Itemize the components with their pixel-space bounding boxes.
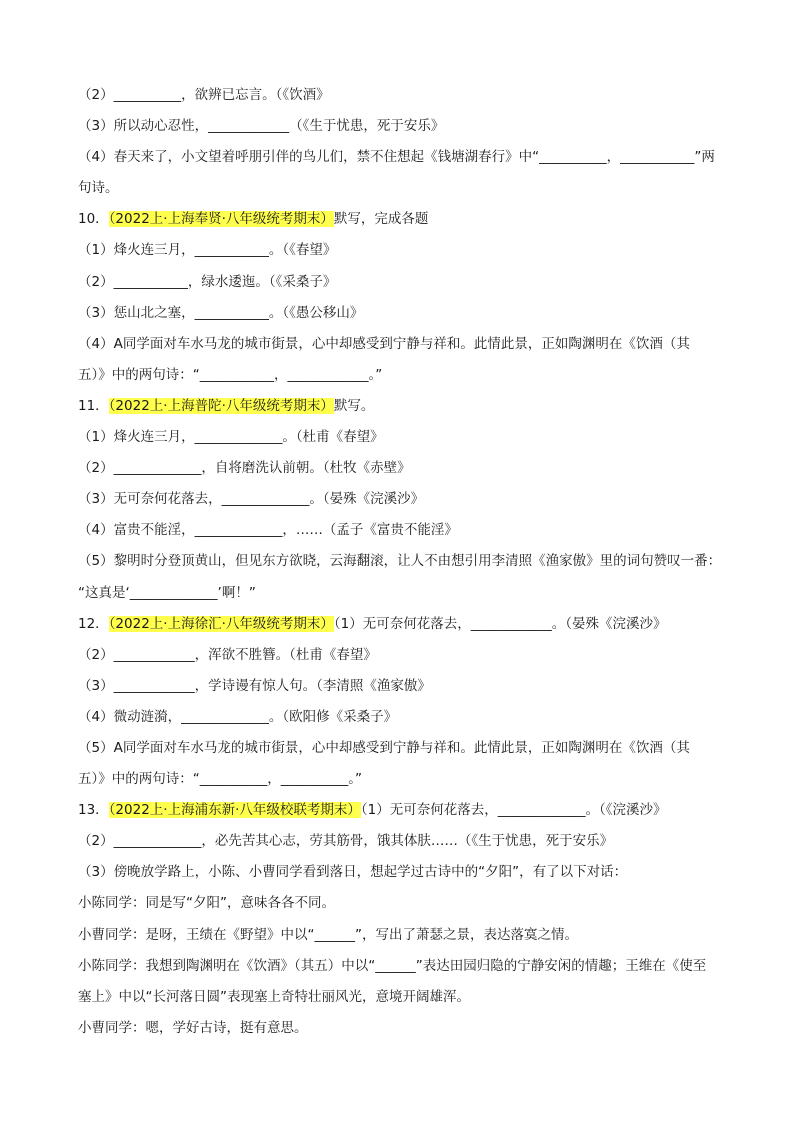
text-line	[78, 671, 718, 702]
text-line	[78, 298, 718, 329]
question-heading	[78, 795, 718, 826]
text-line	[78, 360, 718, 391]
line-text: （3）____________，学诗谩有惊人句。（李清照《渔家傲》	[78, 677, 431, 694]
line-text: （1）烽火连三月，_____________。（杜甫《春望》	[78, 429, 384, 446]
line-text: 小陈同学：同是写“夕阳”，意味各各不同。	[78, 895, 335, 912]
question-source-highlight: （2022上·上海徐汇·八年级统考期末）	[108, 615, 334, 632]
text-line	[78, 111, 718, 142]
text-line	[78, 142, 718, 173]
line-text: （4）A同学面对车水马龙的城市街景，心中却感受到宁静与祥和。此情此景，正如陶渊明在《饮酒（其	[78, 335, 690, 352]
text-line	[78, 764, 718, 795]
question-source-highlight: （2022上·上海奉贤·八年级统考期末）	[108, 211, 334, 228]
question-heading	[78, 391, 718, 422]
text-line	[78, 329, 718, 360]
line-text: （2）__________，欲辨已忘言。（《饮酒》	[78, 87, 330, 103]
question-source-highlight: （2022上·上海浦东新·八年级校联考期末）	[108, 802, 361, 819]
question-number: 10．	[78, 211, 109, 228]
text-line	[78, 951, 718, 982]
text-line	[78, 80, 718, 111]
line-text: （4）微动涟漪，_____________。（欧阳修《采桑子》	[78, 708, 398, 725]
question-heading	[78, 609, 718, 640]
line-text: 句诗。	[78, 180, 119, 197]
line-text: 小陈同学：我想到陶渊明在《饮酒》（其五）中以“______”表达田园归隐的宁静安闲的情趣；王维在《使至	[78, 957, 707, 974]
question-heading	[78, 204, 718, 235]
line-text: 默写。	[333, 397, 375, 414]
text-line	[78, 920, 718, 951]
line-text: （3）所以动心忍性，____________（《生于忧患，死于安乐》	[78, 118, 445, 135]
line-text: （1）烽火连三月，___________。（《春望》	[78, 242, 337, 259]
line-text: （1）无可奈何花落去，_____________。（《浣溪沙》	[360, 802, 667, 819]
text-line	[78, 733, 718, 764]
text-line	[78, 422, 718, 453]
question-source-highlight: （2022上·上海普陀·八年级统考期末）	[108, 397, 334, 414]
line-text: （2）_____________，必先苦其心志，劳其筋骨，饿其体肤……（《生于忧患，死于安乐》	[78, 833, 614, 850]
text-line	[78, 702, 718, 733]
question-text	[78, 80, 722, 1044]
line-text: 五）》中的两句诗：“___________，____________。”	[78, 366, 383, 383]
text-line	[78, 546, 722, 577]
line-text: 塞上》中以“长河落日圆”表现塞上奇特壮丽风光，意境开阔雄浑。	[78, 988, 470, 1005]
line-text: 默写，完成各题	[333, 211, 429, 228]
text-line	[78, 640, 718, 671]
line-text: （4）春天来了，小文望着呼朋引伴的鸟儿们，禁不住想起《钱塘湖春行》中“__________，___________”两	[78, 149, 715, 166]
line-text: （3）傍晚放学路上，小陈、小曹同学看到落日，想起学过古诗中的“夕阳”，有了以下对话：	[78, 864, 628, 881]
line-text: （3）无可奈何花落去，_____________。（晏殊《浣溪沙》	[78, 491, 425, 508]
text-line	[78, 1013, 718, 1044]
text-line	[78, 982, 718, 1013]
line-text: （4）富贵不能淫，_____________，……（孟子《富贵不能淫》	[78, 522, 458, 539]
line-text: 小曹同学：是呀，王绩在《野望》中以“______”，写出了萧瑟之景，表达落寞之情。	[78, 926, 578, 943]
line-text: （2）____________，浑欲不胜簪。（杜甫《春望》	[78, 646, 377, 663]
line-text: （3）惩山北之塞，___________。（《愚公移山》	[78, 304, 364, 321]
line-text: （2）_____________，自将磨洗认前朝。（杜牧《赤壁》	[78, 460, 411, 477]
line-text: （2）___________，绿水逶迤。（《采桑子》	[78, 273, 337, 290]
text-line	[78, 235, 718, 266]
line-text: 小曹同学：嗯，学好古诗，挺有意思。	[78, 1019, 308, 1036]
text-line	[78, 267, 718, 298]
text-line	[78, 578, 718, 609]
question-number: 11．	[78, 397, 109, 414]
question-number: 13．	[78, 802, 109, 819]
line-text: （1）无可奈何花落去，____________。（晏殊《浣溪沙》	[333, 615, 667, 632]
text-line	[78, 173, 718, 204]
text-line	[78, 484, 718, 515]
text-line	[78, 888, 718, 919]
text-line	[78, 453, 718, 484]
line-text: （5）黎明时分登顶黄山，但见东方欲晓，云海翻滚，让人不由想引用李清照《渔家傲》里的词句赞叹一番：	[78, 553, 722, 570]
line-text: “这真是‘_____________’啊！”	[78, 584, 256, 601]
line-text: 五）》中的两句诗：“__________，__________。”	[78, 771, 362, 788]
question-number: 12．	[78, 615, 109, 632]
text-line	[78, 857, 718, 888]
text-line	[78, 515, 718, 546]
text-line	[78, 826, 718, 857]
line-text: （5）A同学面对车水马龙的城市街景，心中却感受到宁静与祥和。此情此景，正如陶渊明在《饮酒（其	[78, 739, 690, 756]
